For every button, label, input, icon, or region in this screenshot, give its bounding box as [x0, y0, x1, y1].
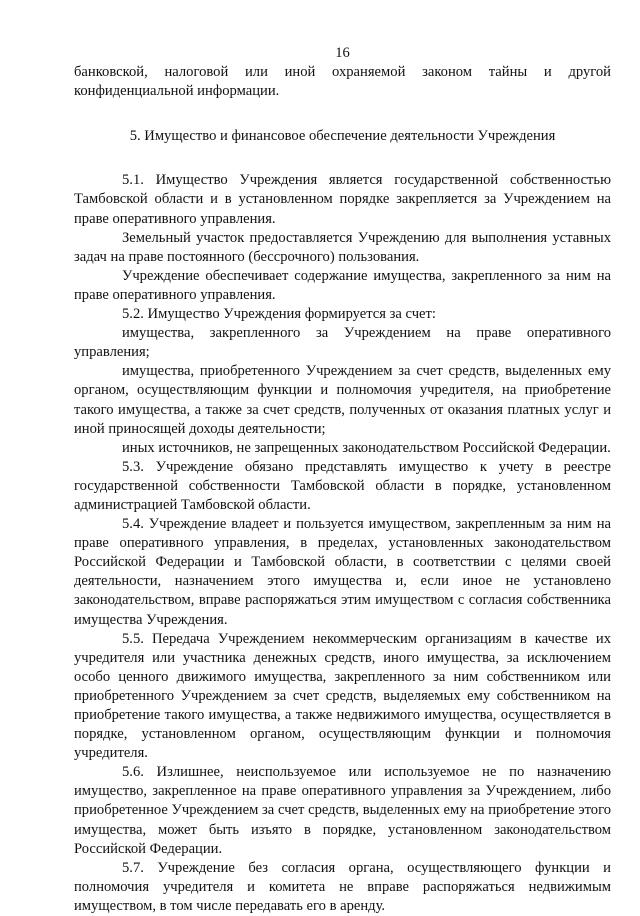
paragraph-5-2: 5.2. Имущество Учреждения формируется за счет:	[122, 306, 436, 323]
paragraph-5-2-item-3: иных источников, не запрещенных законодательством Российской Федерации.	[122, 439, 611, 456]
paragraph-5-7: 5.7. Учреждение без согласия органа, осуществляющего функции и полномочия учредителя и комитета не вправе распоряжаться недвижимым имуществом, в том числе передавать его в аренду.	[74, 859, 611, 914]
paragraph-land-plot: Земельный участок предоставляется Учреждению для выполнения уставных задач на праве постоянного (бессрочного) пользования.	[74, 229, 611, 265]
paragraph-5-2-item-1: имущества, закрепленного за Учреждением на праве оперативного управления;	[74, 325, 611, 361]
paragraph-5-1: 5.1. Имущество Учреждения является государственной собственностью Тамбовской области и в установленном порядке закрепляется за Учреждением на праве оперативного управления.	[74, 172, 611, 227]
paragraph-5-4: 5.4. Учреждение владеет и пользуется имуществом, закрепленным за ним на праве оперативного управления, в пределах, установленных законодательством Российской Федерации и Тамбовской области, в соответствии с целями своей деятельности, назначением этого имущества и, если иное не установлено законодательством, вправе распоряжаться этим имуществом с согласия собственника имущества Учреждения.	[74, 516, 611, 628]
paragraph-5-6: 5.6. Излишнее, неиспользуемое или используемое не по назначению имущество, закрепленное на праве оперативного управления за Учреждением, либо приобретенное Учреждением за счет средств, выделенных ему на приобретение этого имущества, может быть изъято в порядке, установленном законодательством Российской Федерации.	[74, 764, 611, 857]
section-heading: 5. Имущество и финансовое обеспечение деятельности Учреждения	[129, 128, 556, 145]
document-page	[74, 44, 611, 916]
paragraph-5-2-item-2: имущества, приобретенного Учреждением за счет средств, выделенных ему органом, осуществляющим функции и полномочия учредителя, на приобретение такого имущества, а также за счет средств, полученных от оказания платных услуг и иной приносящей доходы деятельности;	[74, 363, 611, 437]
paragraph-5-3: 5.3. Учреждение обязано представлять имущество к учету в реестре государственной собственности Тамбовской области в порядке, установленном администрацией Тамбовской области.	[74, 458, 611, 513]
paragraph-5-5: 5.5. Передача Учреждением некоммерческим организациям в качестве их учредителя или участника денежных средств, иного имущества, за исключением особо ценного движимого имущества, закрепленного за ним собственником или приобретенного Учреждением за счет средств, выделяемых ему собственником на приобретение такого имущества, а также недвижимого имущества, осуществляется в порядке, установленном органом, осуществляющим функции и полномочия учредителя.	[74, 630, 611, 762]
page-number: 16	[335, 45, 350, 61]
paragraph-maintenance: Учреждение обеспечивает содержание имущества, закрепленного за ним на праве оперативного управления.	[74, 267, 611, 303]
continuation-paragraph: банковской, налоговой или иной охраняемой законом тайны и другой конфиденциальной информации.	[74, 64, 611, 100]
